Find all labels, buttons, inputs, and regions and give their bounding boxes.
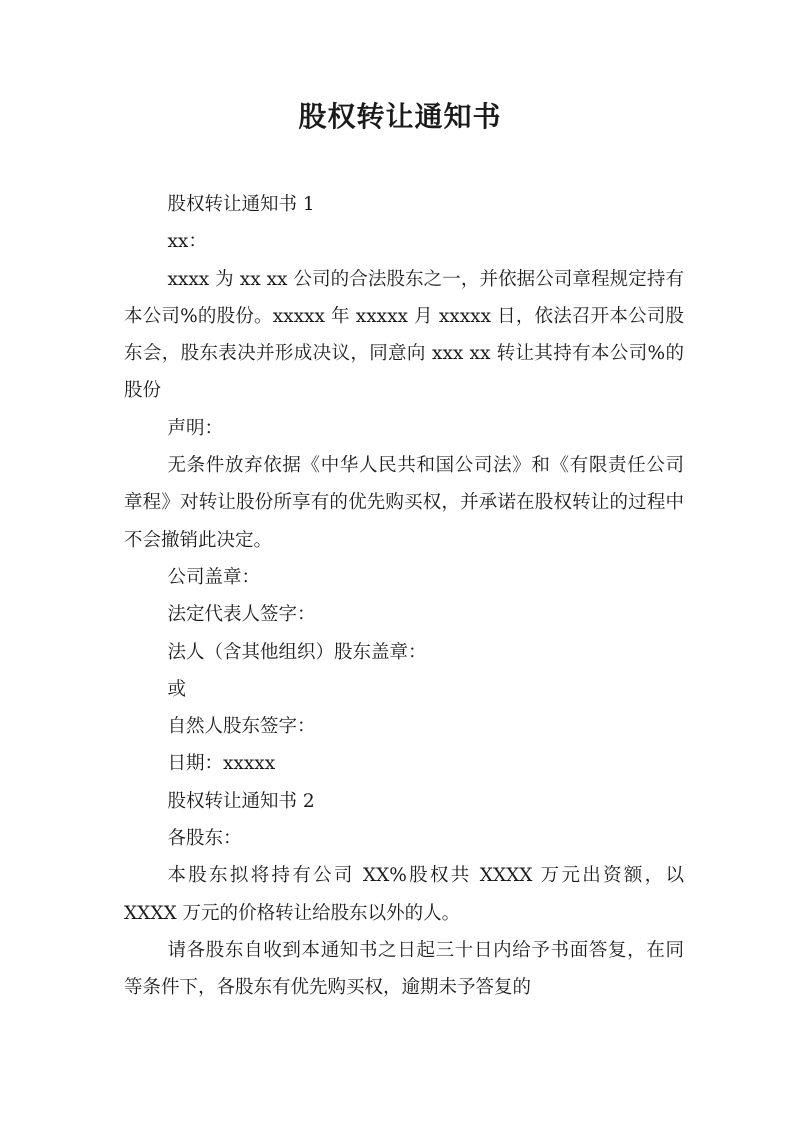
legal-rep-signature-label: 法定代表人签字： — [167, 604, 316, 626]
date-line: 日期：xxxxx — [167, 753, 276, 775]
section-heading-2: 股权转让通知书 2 — [167, 790, 315, 812]
corporate-shareholder-seal-label: 法人（含其他组织）股东盖章： — [167, 641, 427, 663]
body-paragraph: 请各股东自收到本通知书之日起三十日内给予书面答复，在同等条件下，各股东有优先购买权，逾期未予答复的 — [124, 939, 684, 999]
or-label: 或 — [167, 678, 186, 700]
declaration-label: 声明： — [167, 417, 223, 439]
body-paragraph: xxxx 为 xx xx 公司的合法股东之一，并依据公司章程规定持有本公司%的股份。xxxxx 年 xxxxx 月 xxxxx 日，依法召开本公司股东会，股东表决并形成决议，同意向 xxx xx 转让其持有本公司%的股份 — [124, 268, 684, 402]
document-body — [124, 186, 684, 1007]
body-paragraph: 无条件放弃依据《中华人民共和国公司法》和《有限责任公司章程》对转让股份所享有的优先购买权，并承诺在股权转让的过程中不会撤销此决定。 — [124, 455, 684, 551]
body-paragraph: 本股东拟将持有公司 XX%股权共 XXXX 万元出资额，以 XXXX 万元的价格转让给股东以外的人。 — [124, 865, 684, 924]
addressee: 各股东： — [167, 828, 242, 850]
section-heading-1: 股权转让通知书 1 — [167, 194, 315, 215]
addressee: xx： — [167, 231, 207, 253]
document-title: 股权转让通知书 — [298, 100, 502, 133]
individual-shareholder-signature-label: 自然人股东签字： — [167, 716, 316, 738]
company-seal-label: 公司盖章： — [167, 566, 260, 588]
